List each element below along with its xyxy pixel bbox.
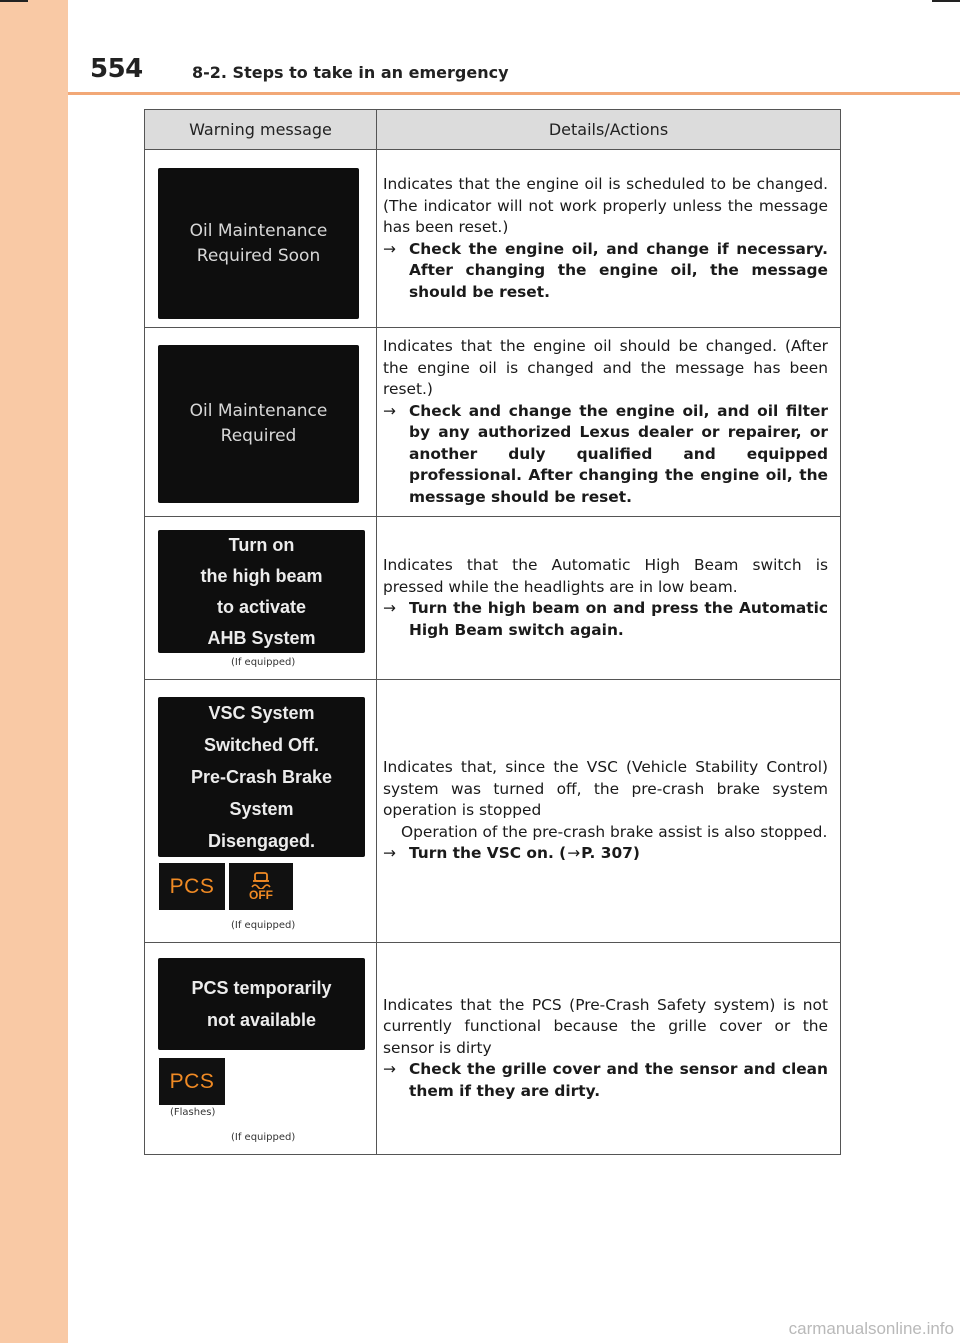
pcs-unavailable-screen — [158, 958, 365, 1050]
action-line — [383, 401, 828, 509]
page-number: 554 — [90, 54, 143, 84]
screen-line: Disengaged. — [207, 831, 316, 851]
sub-details-text: Operation of the pre-crash brake assist is also stopped. — [401, 822, 828, 841]
crop-mark-left — [0, 0, 28, 2]
screen-line: Pre-Crash Brake — [190, 767, 333, 787]
action-line — [383, 598, 828, 641]
warning-message-cell — [145, 943, 377, 1154]
warning-message-cell — [145, 328, 377, 516]
ahb-system-screen — [158, 530, 365, 653]
screen-line: Required Soon — [196, 245, 321, 266]
action-text: Check and change the engine oil, and oil filter by any authorized Lexus dealer or repairer, or another duly qualified and equipped professional. After changing the engine oil, the message should be reset. — [409, 401, 828, 506]
side-strip — [0, 0, 68, 1343]
arrow-icon: → — [383, 401, 396, 420]
warning-message-table — [144, 109, 841, 1155]
vsc-pcs-disengaged-screen — [158, 697, 365, 857]
arrow-icon: → — [383, 239, 396, 258]
details-text: Indicates that, since the VSC (Vehicle Stability Control) system was turned off, the pre-crash brake system operation is stopped — [383, 758, 828, 820]
action-text: Check the engine oil, and change if necessary. After changing the engine oil, the message should be reset. — [409, 239, 828, 301]
column-header-warning-message: Warning message — [145, 110, 377, 149]
details-cell — [377, 943, 840, 1154]
vsc-off-icon — [250, 871, 272, 889]
details-text: Indicates that the Automatic High Beam switch is pressed while the headlights are in low beam. — [383, 556, 828, 596]
screen-line: System — [229, 799, 294, 819]
warning-message-cell — [145, 517, 377, 679]
arrow-icon: → — [383, 599, 396, 617]
page-reference-link[interactable]: P. 307) — [581, 844, 640, 863]
action-line — [383, 239, 828, 304]
details-text: Indicates that the engine oil should be changed. (After the engine oil is changed and the message has been reset.) — [383, 337, 828, 398]
screen-line: to activate — [216, 596, 307, 617]
if-equipped-caption: (If equipped) — [231, 657, 296, 668]
vsc-off-indicator — [229, 863, 293, 910]
arrow-icon: → — [383, 1060, 396, 1079]
pcs-indicator-label: PCS — [169, 1069, 215, 1093]
action-line — [383, 843, 828, 865]
details-cell — [377, 517, 840, 679]
details-cell — [377, 680, 840, 942]
table-row — [145, 680, 840, 943]
if-equipped-caption: (If equipped) — [231, 920, 296, 931]
vsc-off-wrap — [249, 871, 273, 902]
screen-line: Switched Off. — [203, 735, 319, 755]
screen-line: Required — [220, 426, 297, 446]
screen-line: PCS temporarily — [191, 978, 332, 998]
section-title: 8-2. Steps to take in an emergency — [192, 63, 509, 82]
screen-line: the high beam — [200, 565, 323, 586]
pcs-indicator — [159, 1058, 225, 1105]
action-text: Turn the VSC on. ( — [409, 844, 567, 863]
warning-message-cell — [145, 150, 377, 327]
details-cell — [377, 150, 840, 327]
page-header — [68, 0, 960, 96]
screen-line: Oil Maintenance — [189, 401, 328, 421]
oil-maintenance-required-screen — [158, 345, 359, 503]
pcs-indicator-label: PCS — [169, 874, 215, 898]
pcs-indicator — [159, 863, 225, 910]
details-text: Indicates that the PCS (Pre-Crash Safety system) is not currently functional because the grille cover or the sensor is dirty — [383, 995, 828, 1057]
watermark: carmanualsonline.info — [788, 1319, 954, 1338]
screen-line: Turn on — [228, 534, 295, 555]
table-row — [145, 328, 840, 517]
table-row — [145, 150, 840, 328]
header-rule — [68, 92, 960, 95]
column-header-details-actions: Details/Actions — [548, 120, 669, 139]
details-cell — [377, 328, 840, 516]
action-text: Check the grille cover and the sensor and clean them if they are dirty. — [409, 1060, 828, 1100]
screen-line: Oil Maintenance — [189, 220, 328, 241]
flashes-caption: (Flashes) — [170, 1107, 216, 1118]
screen-line: not available — [206, 1010, 317, 1030]
action-text: Turn the high beam on and press the Automatic High Beam switch again. — [409, 599, 828, 639]
arrow-icon: → — [383, 844, 396, 863]
warning-message-cell — [145, 680, 377, 942]
details-text: Indicates that the engine oil is scheduled to be changed. (The indicator will not work properly unless the message has been reset.) — [383, 175, 828, 236]
table-header — [145, 110, 840, 150]
screen-line: VSC System — [208, 703, 315, 723]
off-label: OFF — [249, 888, 273, 902]
oil-maintenance-soon-screen — [158, 168, 359, 319]
table-row — [145, 517, 840, 680]
action-line — [383, 1059, 828, 1102]
table-row — [145, 943, 840, 1154]
arrow-icon: → — [567, 844, 581, 863]
screen-line: AHB System — [207, 627, 316, 648]
if-equipped-caption: (If equipped) — [231, 1132, 296, 1143]
